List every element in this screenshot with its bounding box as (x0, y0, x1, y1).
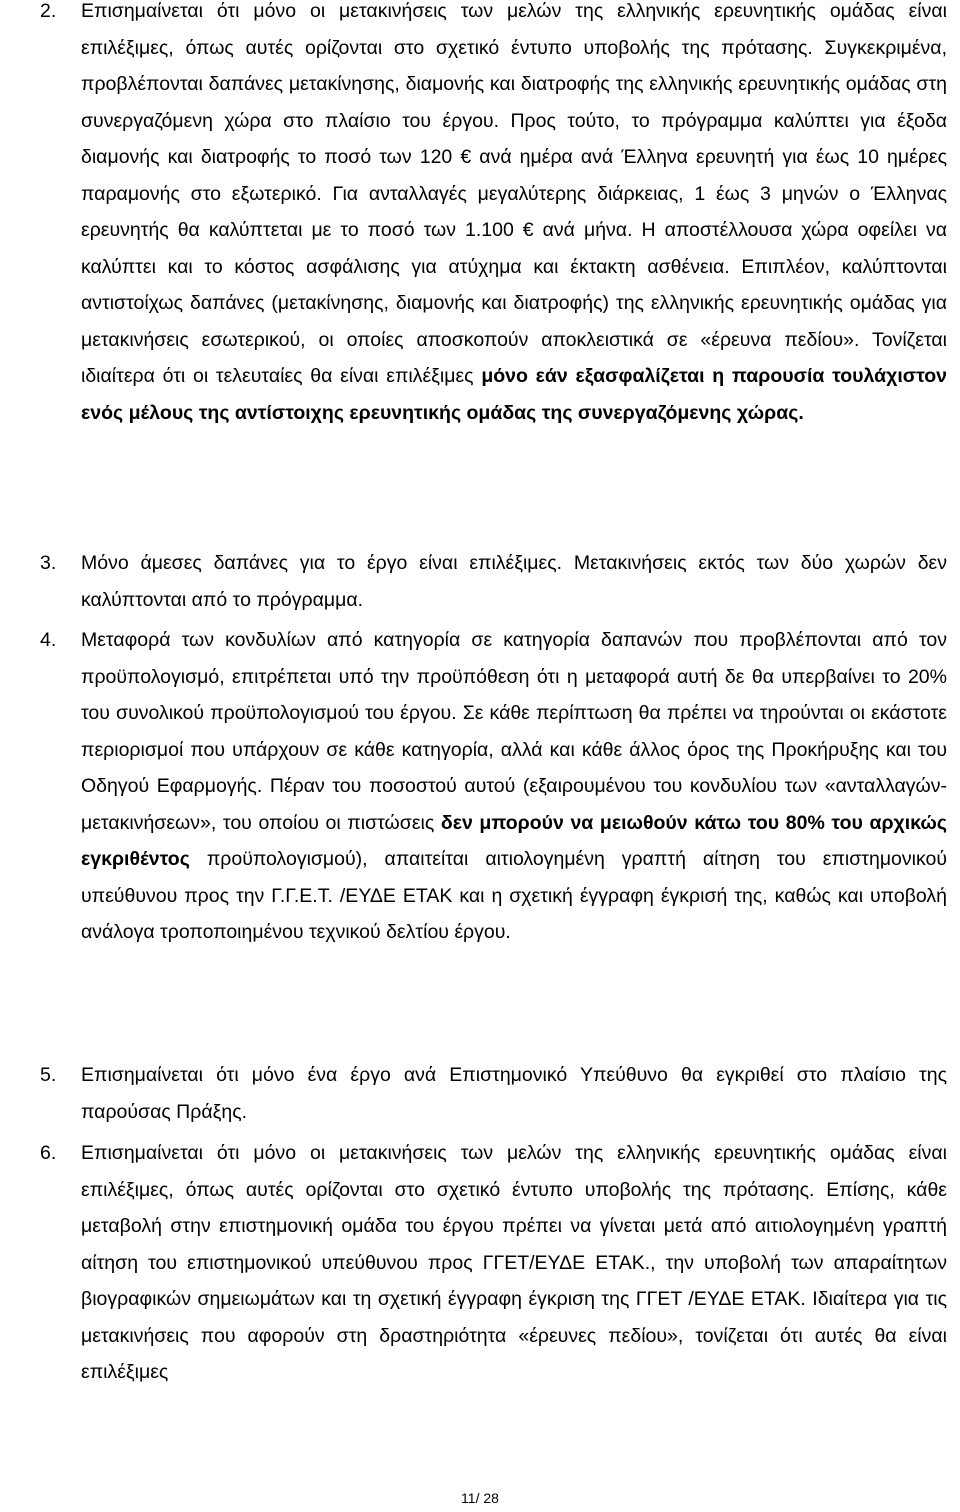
item-text (81, 545, 947, 618)
item-number: 5. (40, 1064, 57, 1086)
text-segment: Μεταφορά των κονδυλίων από κατηγορία σε κατηγορία δαπανών που προβλέπονται από τον προϋπολογισμό, επιτρέπεται υπό την προϋπόθεση ότι η μεταφορά αυτή δε θα υπερβαίνει το 20% του συνολικού προϋπολογισμού του έργου. Σε κάθε περίπτωση θα πρέπει να τηρούνται οι εκάστοτε περιορισμοί που υπάρχουν σε κάθε κατηγορία, αλλά και κάθε άλλος όρος της Προκήρυξης και του Οδηγού Εφαρμογής. Πέραν του ποσοστού αυτού (εξαιρουμένου του κονδυλίου των «ανταλλαγών-μετακινήσεων», του οποίου οι πιστώσεις (81, 629, 947, 834)
text-segment: Επισημαίνεται ότι μόνο οι μετακινήσεις των μελών της ελληνικής ερευνητικής ομάδας είναι επιλέξιμες, όπως αυτές ορίζονται στο σχετικό έντυπο υποβολής της πρότασης. Επίσης, κάθε μεταβολή στην επιστημονική ομάδα του έργου πρέπει να γίνεται μετά από αιτιολογημένη γραπτή αίτηση του επιστημονικού υπεύθυνου προς ΓΓΕΤ/ΕΥΔΕ ΕΤΑΚ., την υποβολή των απαραίτητων βιογραφικών σημειωμάτων και τη σχετική έγγραφη έγκριση της ΓΓΕΤ /ΕΥΔΕ ΕΤΑΚ. Ιδιαίτερα για τις μετακινήσεις που αφορούν στη δραστηριότητα «έρευνες πεδίου», τονίζεται ότι αυτές θα είναι επιλέξιμες (81, 1142, 947, 1383)
text-segment: Επισημαίνεται ότι μόνο οι μετακινήσεις των μελών της ελληνικής ερευνητικής ομάδας είναι επιλέξιμες, όπως αυτές ορίζονται στο σχετικό έντυπο υποβολής της πρότασης. Συγκεκριμένα, προβλέπονται δαπάνες μετακίνησης, διαμονής και διατροφής της ελληνικής ερευνητικής ομάδας στη συνεργαζόμενη χώρα στο πλαίσιο του έργου. Προς τούτο, το πρόγραμμα καλύπτει για έξοδα διαμονής και διατροφής το ποσό των 120 € ανά ημέρα ανά Έλληνα ερευνητή για έως 10 ημέρες παραμονής στο εξωτερικό. Για ανταλλαγές μεγαλύτερης διάρκειας, 1 έως 3 μηνών ο Έλληνας ερευνητής θα καλύπτεται με το ποσό των 1.100 € ανά μήνα. Η αποστέλλουσα χώρα οφείλει να καλύπτει και το κόστος ασφάλισης για ατύχημα και έκτακτη ασθένεια. Επιπλέον, καλύπτονται αντιστοίχως δαπάνες (μετακίνησης, διαμονής και διατροφής) της ελληνικής ερευνητικής ομάδας για μετακινήσεις εσωτερικού, οι οποίες αποσκοπούν αποκλειστικά σε «έρευνα πεδίου». Τονίζεται ιδιαίτερα ότι οι τελευταίες θα είναι επιλέξιμες (81, 0, 947, 387)
item-text (81, 0, 947, 431)
item-number: 6. (40, 1142, 57, 1164)
item-text (81, 1135, 947, 1391)
page-number: 11/ 28 (461, 1490, 499, 1506)
item-number: 2. (40, 0, 57, 22)
bold-text-segment: δεν μπορούν να μειωθούν κάτω του 80% του αρχικώς εγκριθέντος (81, 811, 947, 870)
text-segment: προϋπολογισμού), απαιτείται αιτιολογημένη γραπτή αίτηση του επιστημονικού υπεύθυνου προς την Γ.Γ.Ε.Τ. /ΕΥΔΕ ΕΤΑΚ και η σχετική έγγραφη έγκρισή της, καθώς και υποβολή ανάλογα τροποποιημένου τεχνικού δελτίου έργου. (81, 848, 947, 943)
text-segment: Μόνο άμεσες δαπάνες για το έργο είναι επιλέξιμες. Μετακινήσεις εκτός των δύο χωρών δεν καλύπτονται από το πρόγραμμα. (81, 552, 947, 611)
item-number: 3. (40, 552, 57, 574)
item-number: 4. (40, 629, 57, 651)
item-text (81, 622, 947, 951)
bold-text-segment: μόνο εάν εξασφαλίζεται η παρουσία τουλάχιστον ενός μέλους της αντίστοιχης ερευνητικής ομάδας της συνεργαζόμενης χώρας. (81, 365, 948, 424)
item-text (81, 1057, 947, 1130)
text-segment: Επισημαίνεται ότι μόνο ένα έργο ανά Επιστημονικό Υπεύθυνο θα εγκριθεί στο πλαίσιο της παρούσας Πράξης. (81, 1064, 947, 1123)
